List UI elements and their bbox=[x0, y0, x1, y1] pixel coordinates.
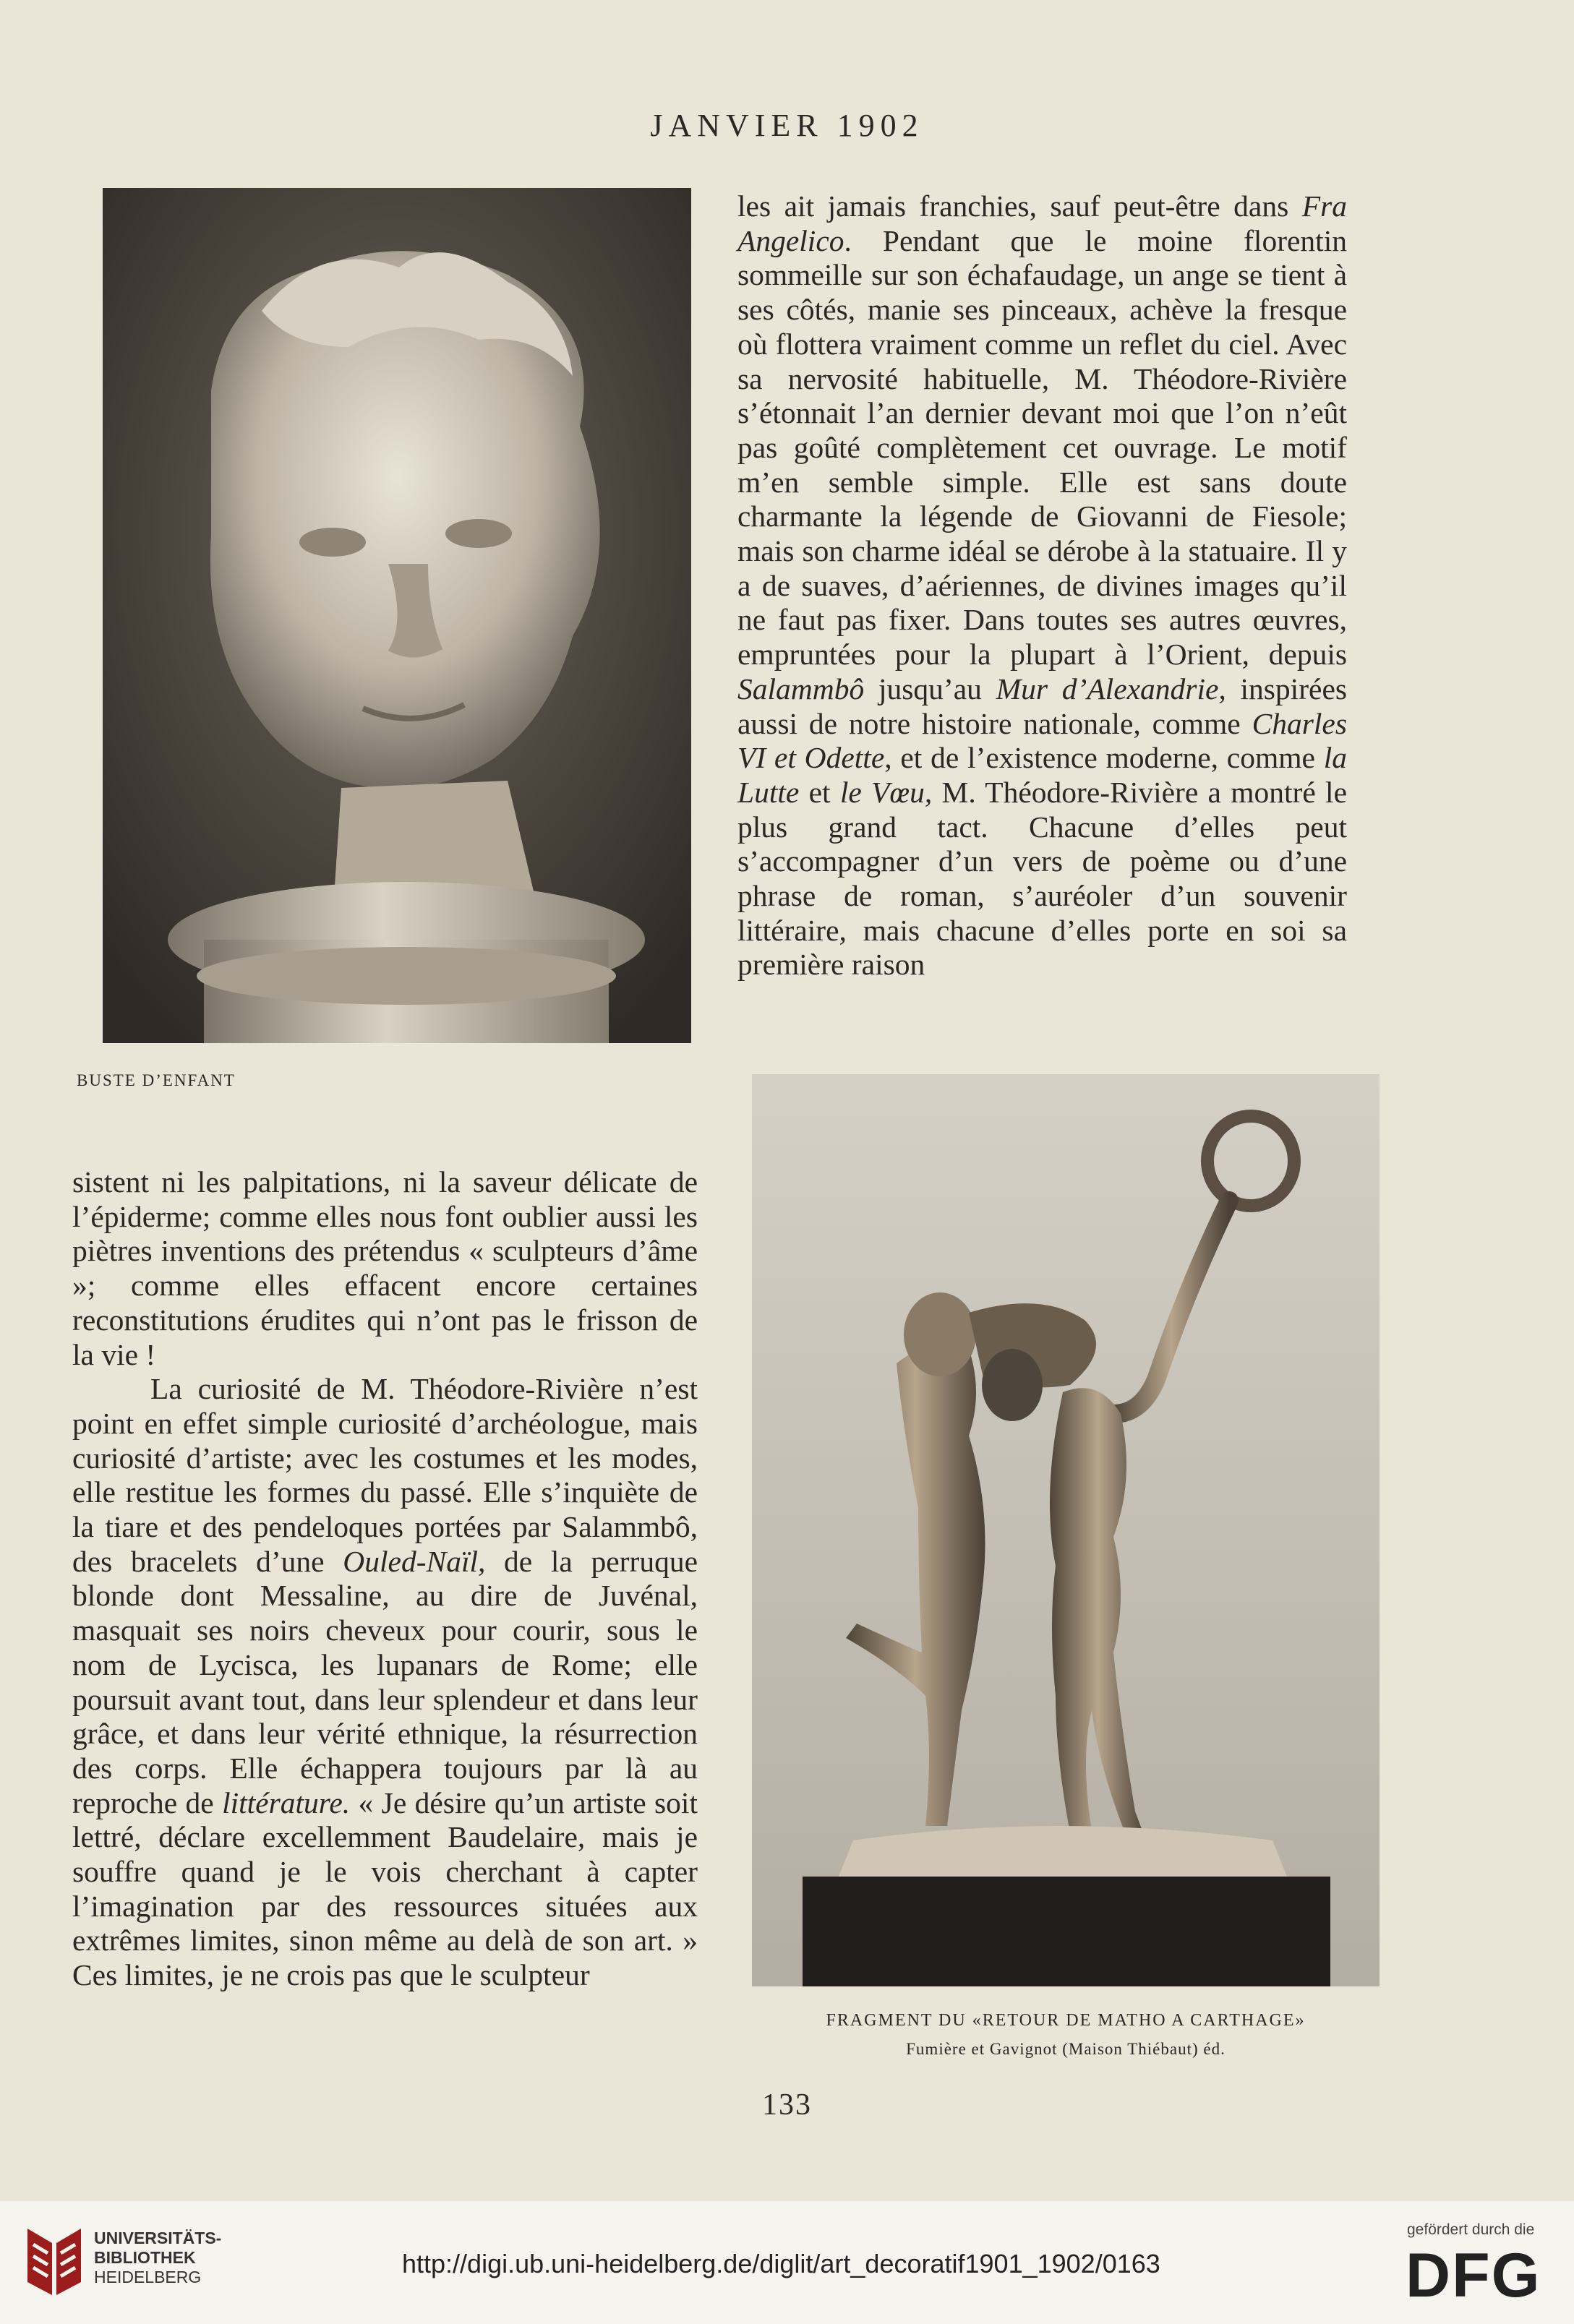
caption-bust: BUSTE D’ENFANT bbox=[77, 1071, 236, 1089]
paragraph-right-top: les ait jamais franchies, sauf peut-être dans Fra Angelico. Pendant que le moine florentin sommeille sur son échafaudage, un ange se tient à ses côtés, manie ses pinceaux, achève la fresque où flottera vraiment comme un reflet du ciel. Avec sa nervosité habituelle, M. Théodore-Rivière s’étonnait l’an dernier devant moi que l’on n’eût pas goûté complètement cet ouvrage. Le motif m’en semble simple. Elle est sans doute charmante la légende de Giovanni de Fiesole; mais son charme idéal se dérobe à la statuaire. Il y a de suaves, d’aériennes, de divines images qu’il ne faut pas fixer. Dans toutes ses autres œuvres, empruntées pour la plupart à l’Orient, depuis Salammbô jusqu’au Mur d’Alexandrie, inspirées aussi de notre histoire nationale, comme Charles VI et Odette, et de l’existence moderne, comme la Lutte et le Vœu, M. Théodore-Rivière a montré le plus grand tact. Chacune d’elles peut s’accompagner d’un vers de poème ou d’une phrase de roman, s’auréoler d’un souvenir littéraire, mais chacune d’elles porte en soi sa première raison bbox=[737, 189, 1348, 982]
dfg-logo: DFG bbox=[1406, 2241, 1541, 2310]
page-number: 133 bbox=[762, 2088, 812, 2122]
library-name: UNIVERSITÄTS- BIBLIOTHEK HEIDELBERG bbox=[94, 2229, 222, 2286]
caption-fragment: FRAGMENT DU «RETOUR DE MATHO A CARTHAGE» bbox=[826, 2011, 1306, 2030]
paragraph-left-2: La curiosité de M. Théodore-Rivière n’est point en effet simple curiosité d’archéologue, mais curiosité d’artiste; avec les costumes et les modes, elle restitue les formes du passé. Elle s’inquiète de la tiare et des pendeloques portées par Salammbô, des bracelets d’une Ouled-Naïl, de la perruque blonde dont Messaline, au dire de Juvénal, masquait ses noirs cheveux pour courir, sous le nom de Lycisca, les lupanars de Rome; elle poursuit avant tout, dans leur splendeur et dans leur grâce, et dans leur vérité ethnique, la résurrection des corps. Elle échappera toujours par là au reproche de littérature. « Je désire qu’un artiste soit lettré, déclare excellemment Baudelaire, mais je souffre quand je le vois cherchant à capter l’imagination par des ressources situées aux extrêmes limites, sinon même au delà de son art. » Ces limites, je ne crois pas que le sculpteur bbox=[72, 1372, 698, 1992]
paragraph-left-1: sistent ni les palpitations, ni la saveur délicate de l’épiderme; comme elles nous font oublier aussi les piètres inventions des prétendus « sculpteurs d’âme »; comme elles effacent encore certaines reconstitutions érudites qui n’ont pas le frisson de la vie ! bbox=[72, 1165, 698, 1371]
fragment-photo bbox=[752, 1074, 1380, 1986]
bust-photo bbox=[103, 188, 691, 1043]
funded-by-text: gefördert durch die bbox=[1407, 2221, 1535, 2238]
right-column-text bbox=[737, 189, 1347, 982]
credit-fragment: Fumière et Gavignot (Maison Thiébaut) éd. bbox=[906, 2040, 1226, 2058]
running-head: JANVIER 1902 bbox=[650, 108, 924, 143]
sculpture-illustration bbox=[752, 1074, 1380, 1986]
bust-illustration bbox=[103, 188, 691, 1043]
university-library-logo bbox=[23, 2223, 85, 2301]
digitization-footer bbox=[0, 2201, 1574, 2324]
left-column-text bbox=[72, 1165, 698, 1993]
permalink-url[interactable]: http://digi.ub.uni-heidelberg.de/diglit/art_decoratif1901_1902/0163 bbox=[402, 2249, 1160, 2278]
